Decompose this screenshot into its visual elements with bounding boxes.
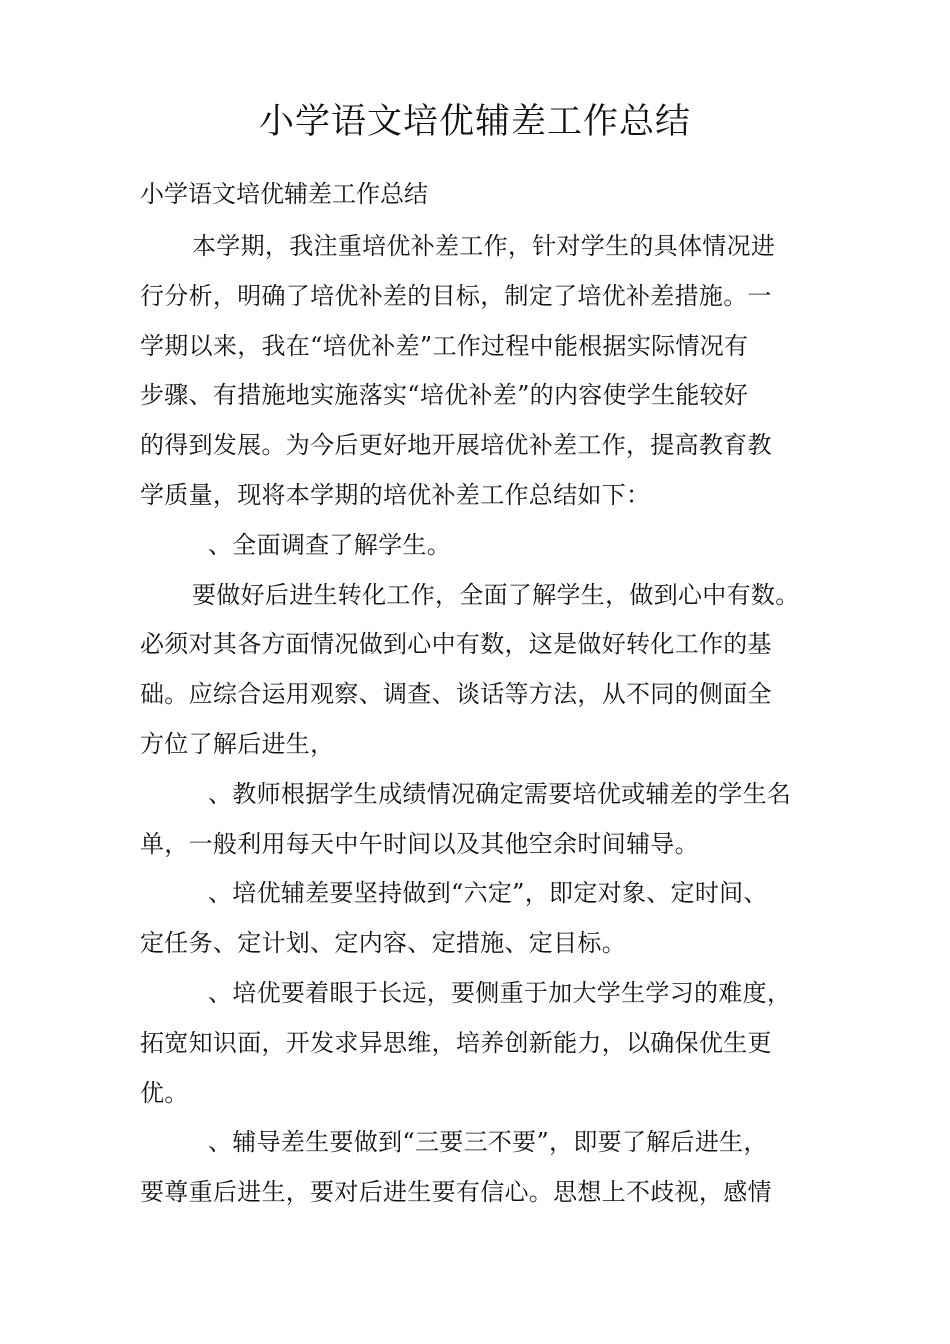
document-subtitle: 小学语文培优辅差工作总结 xyxy=(140,180,428,208)
text-line: 必须对其各方面情况做到心中有数，这是做好转化工作的基 xyxy=(140,630,772,659)
text-line: 、培优要着眼于长远，要侧重于加大学生学习的难度， xyxy=(208,978,792,1007)
text-line: 行分析，明确了培优补差的目标，制定了培优补差措施。一 xyxy=(140,281,772,310)
text-line: 学质量，现将本学期的培优补差工作总结如下： xyxy=(140,480,651,509)
text-line: 本学期，我注重培优补差工作，针对学生的具体情况进 xyxy=(192,232,776,260)
text-line: 、辅导差生要做到“三要三不要”，即要了解后进生， xyxy=(208,1128,768,1157)
text-line: 拓宽知识面，开发求异思维，培养创新能力，以确保优生更 xyxy=(140,1028,772,1057)
text-line: 学期以来，我在“培优补差”工作过程中能根据实际情况有 xyxy=(140,331,749,360)
text-line: 要做好后进生转化工作，全面了解学生，做到心中有数。 xyxy=(192,580,800,609)
document-body xyxy=(140,222,820,1218)
text-line: 础。应综合运用观察、调查、谈话等方法，从不同的侧面全 xyxy=(140,680,772,709)
text-line: 步骤、有措施地实施落实“培优补差”的内容使学生能较好 xyxy=(140,381,749,410)
text-line: 要尊重后进生，要对后进生要有信心。思想上不歧视，感情 xyxy=(140,1178,772,1207)
text-line: 的得到发展。为今后更好地开展培优补差工作，提高教育教 xyxy=(140,431,772,460)
text-line: 优。 xyxy=(140,1078,189,1107)
text-line: 、教师根据学生成绩情况确定需要培优或辅差的学生名 xyxy=(208,779,792,808)
text-line: 定任务、定计划、定内容、定措施、定目标。 xyxy=(140,929,626,958)
text-line: 、全面调查了解学生。 xyxy=(208,530,451,559)
text-line: 单，一般利用每天中午时间以及其他空余时间辅导。 xyxy=(140,829,699,858)
document-title: 小学语文培优辅差工作总结 xyxy=(258,102,691,142)
text-line: 、培优辅差要坚持做到“六定”，即定对象、定时间、 xyxy=(208,879,768,908)
text-line: 方位了解后进生， xyxy=(140,729,335,758)
